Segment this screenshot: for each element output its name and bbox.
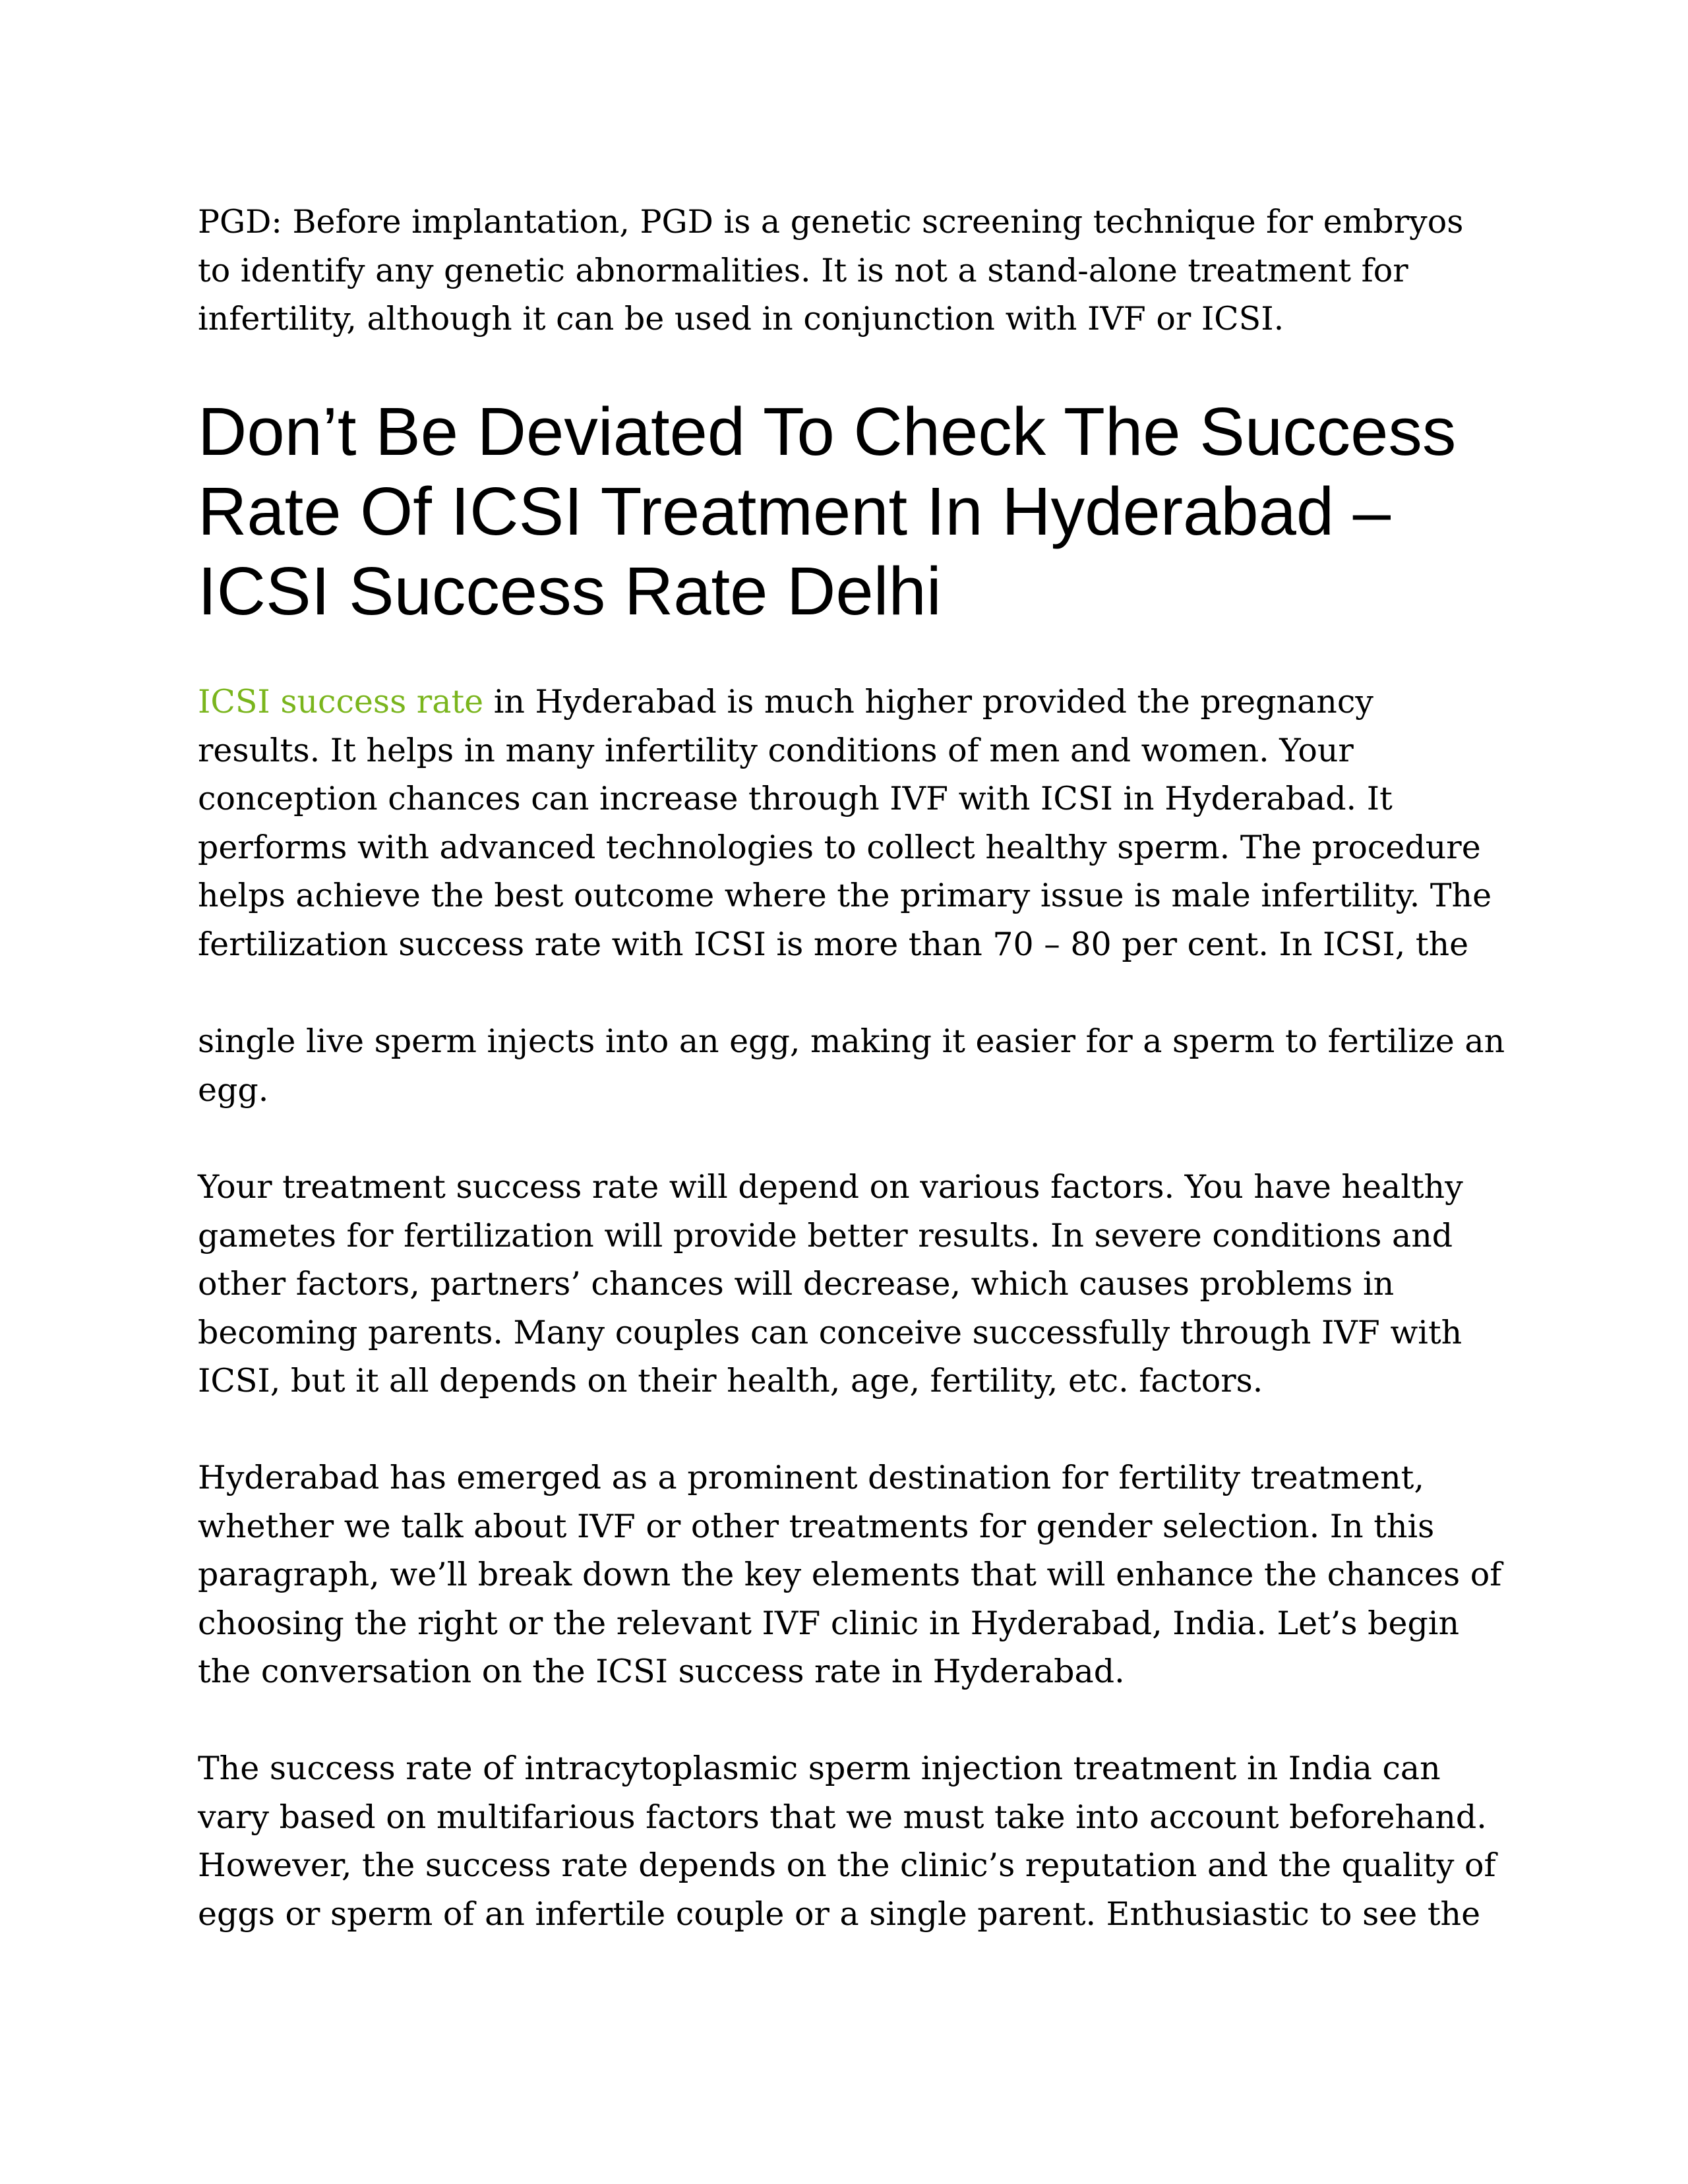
text-line: PGD: Before implantation, PGD is a genetic screening technique for embryos — [198, 203, 1464, 241]
heading-line: ICSI Success Rate Delhi — [198, 553, 942, 629]
hyderabad-paragraph — [198, 1454, 1501, 1696]
heading-line: Don’t Be Deviated To Check The Success — [198, 394, 1457, 469]
text-line: single live sperm injects into an egg, making it easier for a sperm to fertilize an — [198, 1022, 1505, 1060]
text-line: choosing the right or the relevant IVF clinic in Hyderabad, India. Let’s begin — [198, 1604, 1460, 1642]
text-line: helps achieve the best outcome where the primary issue is male infertility. The — [198, 877, 1492, 914]
factors-paragraph — [198, 1163, 1463, 1405]
text-line: conception chances can increase through IVF with ICSI in Hyderabad. It — [198, 780, 1393, 817]
text-line — [198, 678, 1492, 726]
text-line: performs with advanced technologies to collect healthy sperm. The procedure — [198, 828, 1481, 866]
text-line: infertility, although it can be used in conjunction with IVF or ICSI. — [198, 300, 1284, 338]
text-line: whether we talk about IVF or other treatments for gender selection. In this — [198, 1507, 1435, 1545]
text-line: The success rate of intracytoplasmic sperm injection treatment in India can — [198, 1750, 1441, 1787]
text-line: Hyderabad has emerged as a prominent destination for fertility treatment, — [198, 1459, 1424, 1496]
text-line: ICSI, but it all depends on their health, age, fertility, etc. factors. — [198, 1362, 1263, 1400]
text-line: eggs or sperm of an infertile couple or a single parent. Enthusiastic to see the — [198, 1895, 1481, 1933]
icsi-success-paragraph — [198, 678, 1492, 968]
text-line: Your treatment success rate will depend on various factors. You have healthy — [198, 1168, 1463, 1206]
icsi-success-rate-link[interactable]: ICSI success rate — [198, 683, 484, 721]
text-line: However, the success rate depends on the clinic’s reputation and the quality of — [198, 1846, 1496, 1884]
section-heading — [198, 392, 1456, 631]
text-line: the conversation on the ICSI success rate in Hyderabad. — [198, 1653, 1125, 1690]
text-line: other factors, partners’ chances will decrease, which causes problems in — [198, 1265, 1395, 1303]
text-line: results. It helps in many infertility conditions of men and women. Your — [198, 731, 1354, 769]
text-line: gametes for fertilization will provide better results. In severe conditions and — [198, 1216, 1453, 1254]
text-line: paragraph, we’ll break down the key elements that will enhance the chances of — [198, 1556, 1502, 1593]
pgd-paragraph — [198, 198, 1463, 343]
text-line: egg. — [198, 1071, 269, 1109]
success-rate-paragraph — [198, 1744, 1496, 1938]
text-line: vary based on multifarious factors that we must take into account beforehand. — [198, 1798, 1487, 1836]
text-line: to identify any genetic abnormalities. It is not a stand-alone treatment for — [198, 251, 1408, 289]
text-line: fertilization success rate with ICSI is more than 70 – 80 per cent. In ICSI, the — [198, 925, 1469, 963]
heading-line: Rate Of ICSI Treatment In Hyderabad – — [198, 473, 1391, 549]
text-fragment: in Hyderabad is much higher provided the pregnancy — [483, 683, 1373, 721]
single-sperm-paragraph — [198, 1017, 1505, 1114]
text-line: becoming parents. Many couples can conceive successfully through IVF with — [198, 1313, 1462, 1351]
